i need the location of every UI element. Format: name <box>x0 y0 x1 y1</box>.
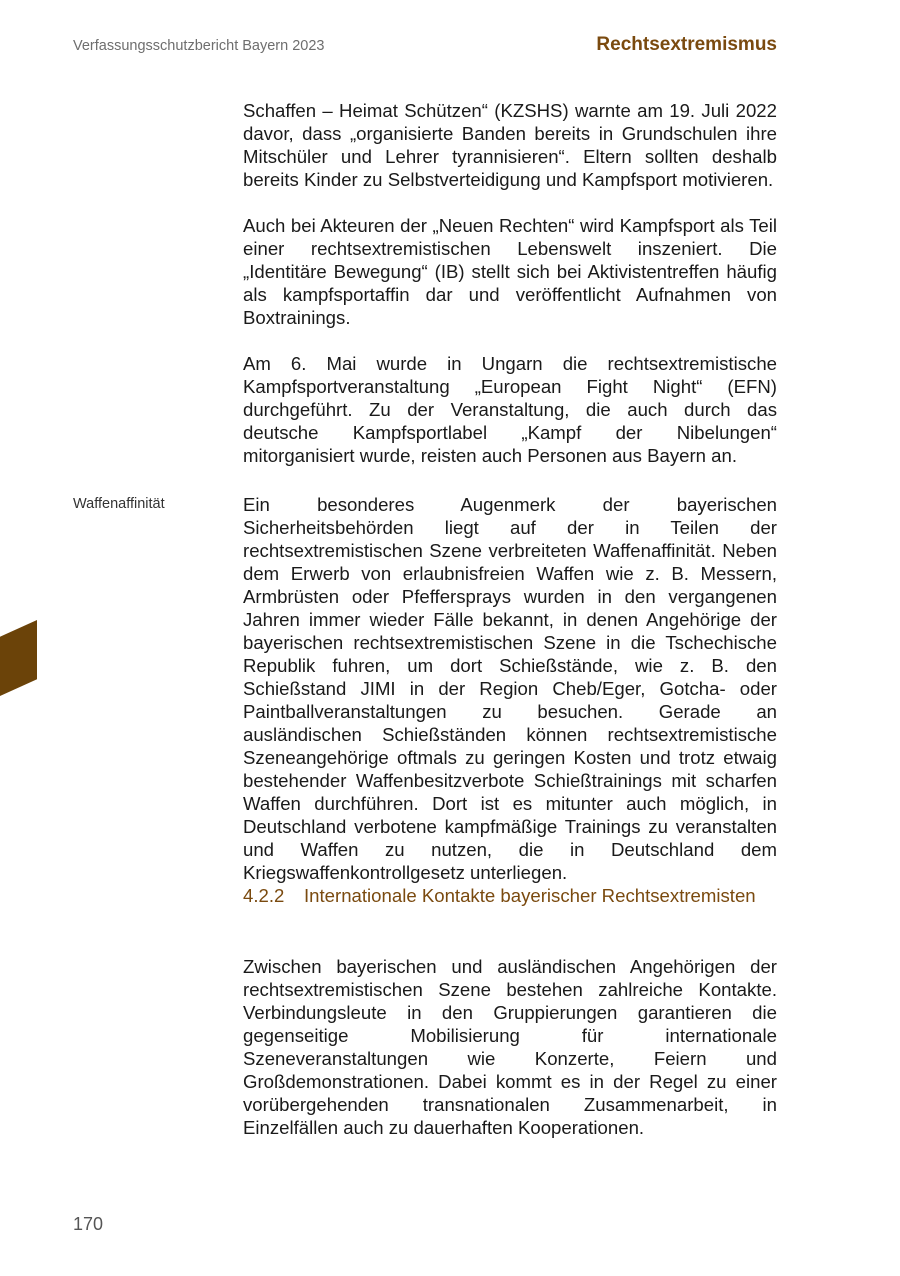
page-number: 170 <box>73 1214 104 1234</box>
body-paragraph: Am 6. Mai wurde in Ungarn die rechtsextremistische Kampfsportveranstaltung „European Fight Night“ (EFN) durchgeführt. Zu der Veranstaltung, die auch durch das deutsche Kampfsportlabel „Kampf der Nibelungen“ mitorganisiert wurde, reisten auch Personen aus Bayern an. <box>243 353 777 466</box>
body-paragraph: Schaffen – Heimat Schützen“ (KZSHS) warnte am 19. Juli 2022 davor, dass „organisierte Banden bereits in Grundschulen ihre Mitschüler und Lehrer tyrannisieren“. Eltern sollten deshalb bereits Kinder zu Selbstverteidigung und Kampfsport motivieren. <box>243 100 777 190</box>
running-header-title: Verfassungsschutzbericht Bayern 2023 <box>73 38 325 54</box>
section-number: 4.2.2 <box>243 885 285 906</box>
body-paragraph: Zwischen bayerischen und ausländischen Angehörigen der rechtsextremistischen Szene bestehen zahlreiche Kontakte. Verbindungsleute in den Gruppierungen garantieren die gegenseitige Mobilisierung für internationale Szeneveranstaltungen wie Konzerte, Feiern und Großdemonstrationen. Dabei kommt es in der Regel zu einer vorübergehenden transnationalen Zusammenarbeit, in Einzelfällen auch zu dauerhaften Kooperationen. <box>243 956 777 1138</box>
chapter-tab-marker <box>0 620 37 696</box>
chapter-title: Rechtsextremismus <box>596 34 777 55</box>
section-title: Internationale Kontakte bayerischer Rechtsextremisten <box>304 885 756 906</box>
section-heading <box>243 884 777 907</box>
margin-note: Waffenaffinität <box>73 496 165 512</box>
body-paragraph: Auch bei Akteuren der „Neuen Rechten“ wird Kampfsport als Teil einer rechtsextremistischen Lebenswelt inszeniert. Die „Identitäre Bewegung“ (IB) stellt sich bei Aktivistentreffen häufig als kampfsportaffin dar und veröffentlicht Aufnahmen von Boxtrainings. <box>243 215 777 328</box>
body-paragraph: Ein besonderes Augenmerk der bayerischen Sicherheitsbehörden liegt auf der in Teilen der rechtsextremistischen Szene verbreiteten Waffenaffinität. Neben dem Erwerb von erlaubnisfreien Waffen wie z. B. Messern, Armbrüsten oder Pfeffersprays wurden in den vergangenen Jahren immer wieder Fälle bekannt, in denen Angehörige der bayerischen rechtsextremistischen Szene in die Tschechische Republik fuhren, um dort Schießstände, wie z. B. den Schießstand JIMI in der Region Cheb/Eger, Gotcha- oder Paintballveranstaltungen zu besuchen. Gerade an ausländischen Schießständen können rechtsextremistische Szeneangehörige oftmals zu geringen Kosten und trotz etwaig bestehender Waffenbesitzverbote Schießtrainings mit scharfen Waffen durchführen. Dort ist es mitunter auch möglich, in Deutschland verbotene kampfmäßige Trainings zu veranstalten und Waffen zu nutzen, die in Deutschland dem Kriegswaffenkontrollgesetz unterliegen. <box>243 494 777 883</box>
